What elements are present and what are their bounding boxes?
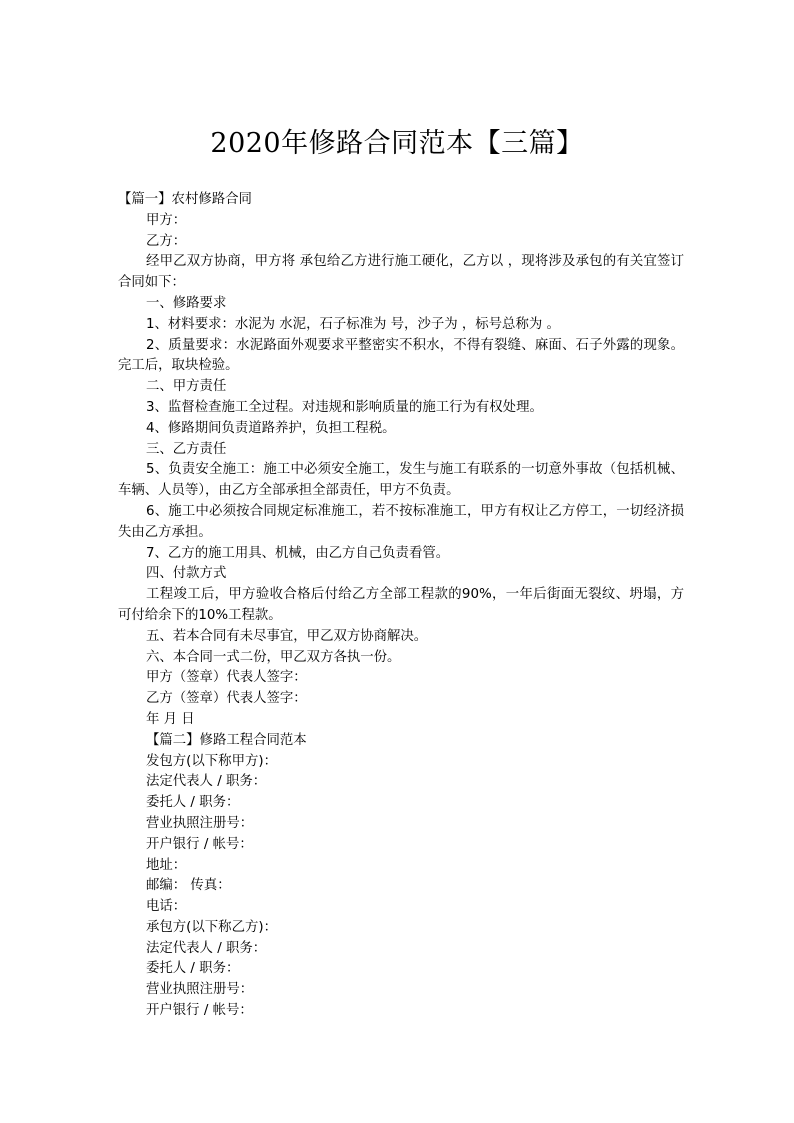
form-field-line: 营业执照注册号： [146, 815, 254, 831]
signature-line: 乙方（签章）代表人签字： [146, 691, 307, 707]
form-field-line: 电话： [146, 899, 187, 915]
payment-paragraph: 工程竣工后，甲方验收合格后付给乙方全部工程款的90%，一年后街面无裂纹、坍塌，方可付给余下的10%工程款。 [118, 587, 684, 623]
party-b-line: 乙方： [146, 233, 187, 249]
document-title: 2020年修路合同范本【三篇】 [210, 128, 584, 159]
signature-line: 甲方（签章）代表人签字： [146, 670, 307, 686]
form-field-line: 委托人 / 职务： [146, 795, 240, 811]
form-field-line: 法定代表人 / 职务： [146, 940, 267, 956]
form-field-line: 发包方(以下称甲方)： [146, 753, 277, 769]
clause-item: 3、监督检查施工全过程。对违规和影响质量的施工行为有权处理。 [146, 399, 543, 415]
intro-paragraph: 经甲乙双方协商，甲方将 承包给乙方进行施工硬化，乙方以 ，现将涉及承包的有关宜签订合同如下： [118, 254, 684, 291]
clause-heading: 六、本合同一式二份，甲乙双方各执一份。 [146, 649, 401, 665]
form-field-line: 法定代表人 / 职务： [146, 774, 267, 790]
section-heading-2: 【篇二】修路工程合同范本 [146, 732, 307, 748]
clause-item: 4、修路期间负责道路养护，负担工程税。 [146, 420, 396, 436]
clause-paragraph: 2、质量要求：水泥路面外观要求平整密实不积水，不得有裂缝、麻面、石子外露的现象。完工后，取块检验。 [118, 337, 684, 374]
clause-heading: 一、修路要求 [146, 295, 227, 311]
section-heading-1: 【篇一】农村修路合同 [118, 192, 252, 207]
form-field-line: 地址： [146, 857, 187, 873]
clause-paragraph: 5、负责安全施工：施工中必须安全施工，发生与施工有联系的一切意外事故（包括机械、车辆、人员等），由乙方全部承担全部责任，甲方不负责。 [118, 462, 684, 499]
clause-heading: 四、付款方式 [146, 566, 227, 582]
clause-heading: 五、若本合同有未尽事宜，甲乙双方协商解决。 [146, 628, 428, 644]
clause-item: 7、乙方的施工用具、机械，由乙方自己负责看管。 [146, 545, 450, 561]
clause-item: 1、材料要求：水泥为 水泥，石子标准为 号，沙子为 ，标号总称为 。 [146, 316, 560, 332]
form-field-line: 承包方(以下称乙方)： [146, 919, 277, 935]
document-body [118, 190, 684, 1022]
form-field-line: 开户银行 / 帐号： [146, 1003, 253, 1019]
clause-paragraph: 6、施工中必须按合同规定标准施工，若不按标准施工，甲方有权让乙方停工，一切经济损失由乙方承担。 [118, 503, 684, 540]
clause-heading: 二、甲方责任 [146, 379, 227, 395]
clause-heading: 三、乙方责任 [146, 441, 227, 457]
form-field-line: 营业执照注册号： [146, 982, 254, 998]
date-line: 年 月 日 [146, 711, 195, 727]
form-field-line: 邮编： 传真： [146, 878, 231, 894]
party-a-line: 甲方： [146, 212, 187, 228]
form-field-line: 委托人 / 职务： [146, 961, 240, 977]
form-field-line: 开户银行 / 帐号： [146, 836, 253, 852]
